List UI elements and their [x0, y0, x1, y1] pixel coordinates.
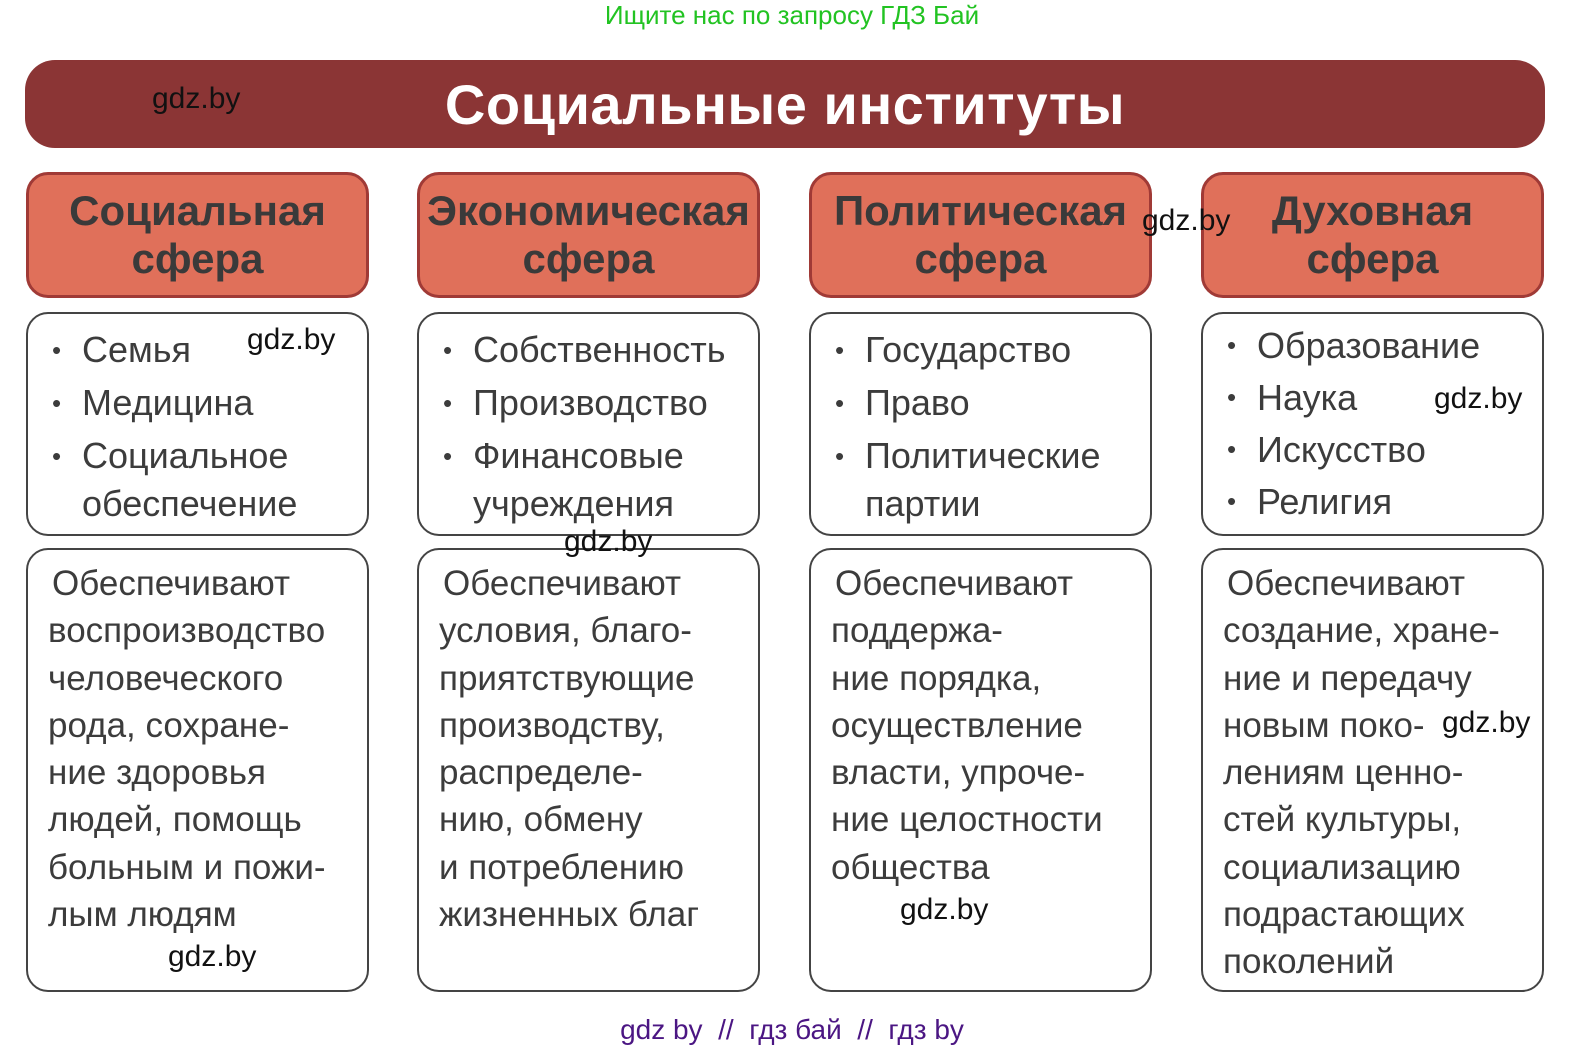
watermark: gdz.by [247, 323, 336, 356]
list-item: • Образование [1225, 322, 1532, 369]
search-hint: Ищите нас по запросу ГДЗ Бай [604, 0, 980, 30]
watermark: gdz.by [900, 893, 989, 926]
description-line: жизненных благ [439, 895, 699, 935]
description-line: лым людям [48, 895, 237, 935]
page-title: Социальные институты [444, 72, 1126, 136]
sphere-heading [417, 172, 760, 298]
list-item: • Семья [50, 326, 357, 374]
description-line: социализацию [1223, 847, 1461, 887]
heading-line: Духовная [1271, 187, 1474, 234]
description-line: ние целостности [831, 800, 1103, 840]
heading-line: Экономическая [427, 187, 750, 234]
sphere-heading [809, 172, 1152, 298]
institutions-list [417, 312, 760, 536]
description-line: Обеспечивают [443, 564, 682, 603]
sphere-description [1201, 548, 1544, 992]
description-line: осуществление [831, 705, 1083, 745]
list-item: • Религия [1225, 478, 1532, 525]
watermark: gdz.by [564, 525, 653, 558]
description-line: Обеспечивают [52, 564, 291, 603]
list-item: • Право [833, 379, 1140, 427]
sphere-description [26, 548, 369, 992]
description-line: создание, хране- [1223, 611, 1500, 651]
description-line: подрастающих [1223, 895, 1465, 935]
list-item: • Искусство [1225, 426, 1532, 473]
description-line: производству, [439, 705, 665, 745]
list-item: • Наука [1225, 374, 1532, 421]
heading-line: Политическая [833, 187, 1128, 234]
sphere-heading [1201, 172, 1544, 298]
institutions-list [809, 312, 1152, 536]
list-item: • Социальное обеспечение [50, 432, 310, 528]
heading-line: Социальная [69, 187, 326, 234]
list-item: • Собственность [441, 326, 748, 374]
description-line: и потреблению [439, 847, 684, 887]
list-item: • Производство [441, 379, 748, 427]
description-line: нию, обмену [439, 800, 643, 840]
description-line: больным и пожи- [48, 847, 326, 887]
description-line: общества [831, 847, 990, 887]
heading-line: сфера [1306, 235, 1439, 282]
heading-line: сфера [131, 235, 264, 282]
list-item: • Финансовые учреждения [441, 432, 701, 528]
description-line: воспроизводство [48, 611, 326, 651]
heading-line: сфера [914, 235, 1047, 282]
watermark: gdz.by [1434, 382, 1523, 415]
footer-credits: gdz by // гдз бай // гдз by [620, 1014, 964, 1045]
sphere-description [417, 548, 760, 992]
sphere-political [809, 172, 1152, 887]
description-line: лениям ценно- [1223, 753, 1464, 793]
watermark: gdz.by [168, 940, 257, 973]
description-line: ние и передачу [1223, 658, 1472, 698]
description-line: Обеспечивают [835, 564, 1074, 603]
list-item: • Политические партии [833, 432, 1113, 528]
description-line: поколений [1223, 942, 1395, 982]
description-line: Обеспечивают [1227, 564, 1466, 603]
sphere-heading [26, 172, 369, 298]
institutions-list [1201, 312, 1544, 536]
title-banner [25, 60, 1545, 148]
list-item: • Медицина [50, 379, 357, 427]
description-line: ние здоровья [48, 753, 266, 793]
description-line: человеческого [48, 658, 284, 698]
description-line: условия, благо- [439, 611, 692, 651]
watermark: gdz.by [152, 82, 241, 115]
description-line: людей, помощь [48, 800, 302, 840]
watermark: gdz.by [1142, 204, 1231, 237]
description-line: ние порядка, [831, 658, 1042, 698]
description-line: приятствующие [439, 658, 695, 698]
description-line: власти, упроче- [831, 753, 1086, 793]
description-line: стей культуры, [1223, 800, 1462, 840]
description-line: новым поко- [1223, 705, 1425, 745]
list-item: • Государство [833, 326, 1140, 374]
description-line: рода, сохране- [48, 705, 290, 745]
watermark: gdz.by [1442, 706, 1531, 739]
description-line: распределе- [439, 753, 643, 793]
description-line: поддержа- [831, 611, 1003, 651]
heading-line: сфера [522, 235, 655, 282]
